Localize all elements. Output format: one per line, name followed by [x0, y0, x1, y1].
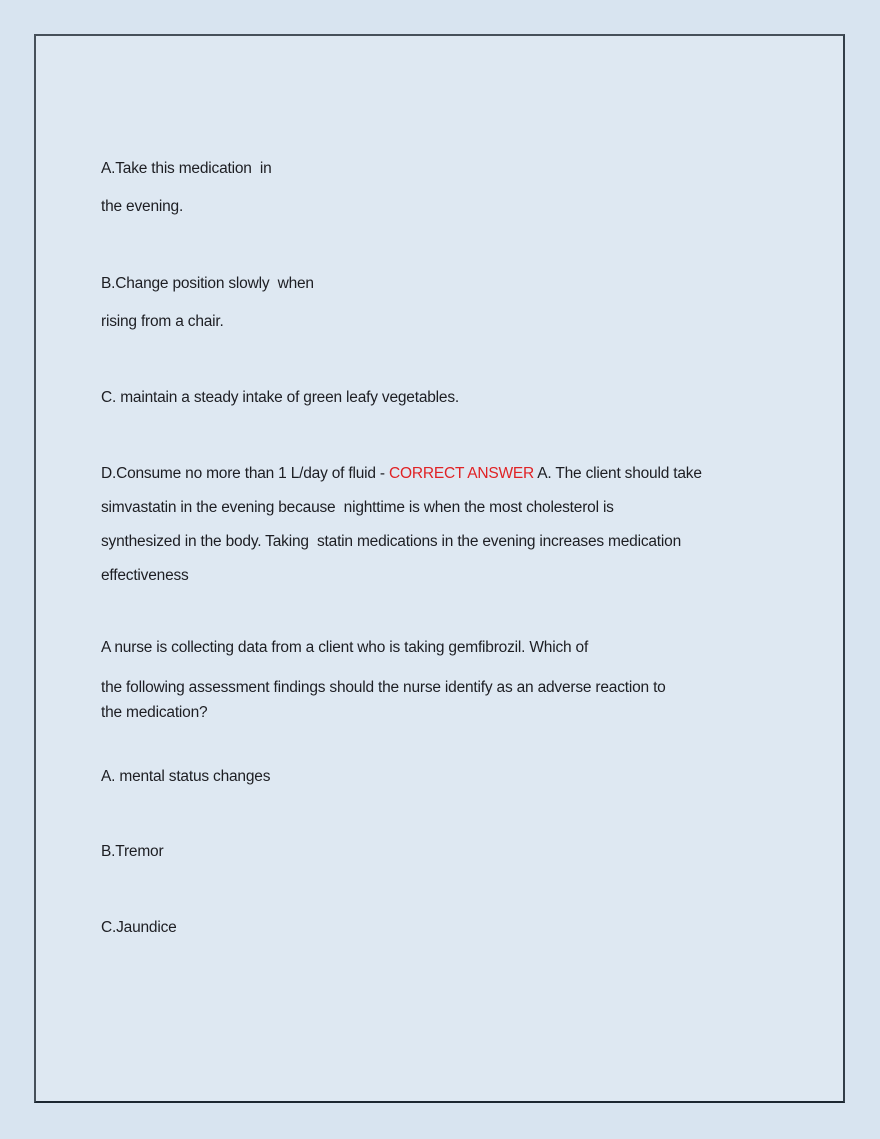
- question-line-3: the medication?: [101, 704, 208, 721]
- option-c-line: C. maintain a steady intake of green leafy vegetables.: [101, 389, 459, 406]
- option-d-answer-line-1: [101, 466, 702, 482]
- question-line-1: A nurse is collecting data from a client who is taking gemfibrozil. Which of: [101, 639, 589, 656]
- answer-text-start: A. The client should take: [534, 465, 702, 482]
- answer-line-4: effectiveness: [101, 567, 189, 584]
- answer-line-3: synthesized in the body. Taking statin medications in the evening increases medication: [101, 533, 681, 550]
- next-option-a-line: A. mental status changes: [101, 768, 271, 785]
- option-a-line-1: A.Take this medication in: [101, 160, 272, 177]
- option-a-line-2: the evening.: [101, 198, 184, 215]
- correct-answer-label: CORRECT ANSWER: [388, 465, 535, 482]
- answer-line-2: simvastatin in the evening because nighttime is when the most cholesterol is: [101, 499, 614, 516]
- option-b-line-1: B.Change position slowly when: [101, 275, 314, 292]
- question-line-2: the following assessment findings should the nurse identify as an adverse reaction to: [101, 679, 666, 696]
- next-option-c-line: C.Jaundice: [101, 919, 177, 936]
- option-b-line-2: rising from a chair.: [101, 313, 224, 330]
- next-option-b-line: B.Tremor: [101, 843, 164, 860]
- option-d-text: D.Consume no more than 1 L/day of fluid -: [101, 465, 389, 482]
